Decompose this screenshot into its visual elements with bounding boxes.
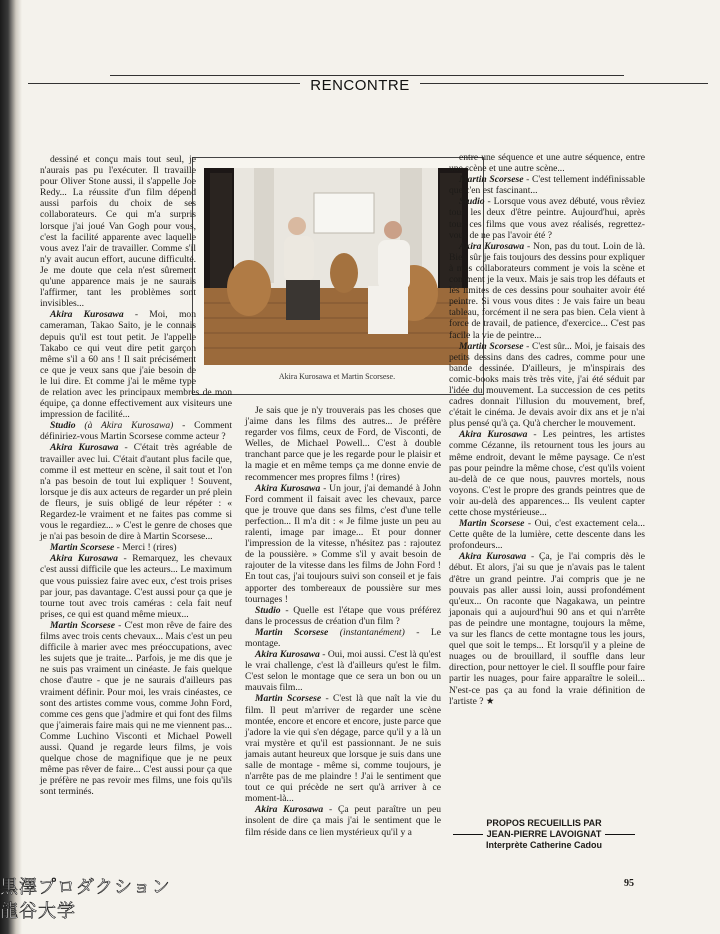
credits-line-2: JEAN-PIERRE LAVOIGNAT [486,829,602,839]
paragraph [449,341,645,430]
speaker-name: Studio [459,196,485,208]
credits-dash-right [605,834,635,835]
paragraph [245,649,441,693]
paragraph [449,518,645,551]
speaker-note: (à Akira Kurosawa) [75,420,174,432]
speaker-name: Martin Scorsese [255,626,329,638]
speaker-name: Martin Scorsese [50,619,115,631]
paragraph [245,804,441,837]
paragraph [245,627,441,649]
paragraph-text: - Les peintres, les artistes comme Cézanne, ils retournent tous les jours au même endroit, devant le même paysage. Ce n'est pas pour peindre la même chose, c'est qu'ils voient au-delà de ce que nous, pauvres mortels, nous voyons. C'est le propre des grands peintres que de voir au-delà des apparences... Ils veulent capter cette chose mystérieuse... [449,429,646,518]
speaker-name: Studio [50,420,76,432]
paragraph [449,174,645,196]
speaker-name: Akira Kurosawa [50,442,119,454]
paragraph [40,420,232,442]
paragraph-text: - C'est là que naît la vie du film. Il peut m'arriver de regarder une scène montée, encore et encore et encore, juste parce que j'adore la vie qui s'en dégage, parce qu'il y a là un vrai mystère et qu'il est passionnant. Je ne suis jamais autant heureux que lorsque je suis dans une salle de montage - même si, comme toujours, je n'arrête pas de me plaindre ! J'ai le sentiment que tout ce qui précède ne sert qu'à arriver à ce moment-là... [245,693,442,805]
photo-caption: Akira Kurosawa et Martin Scorsese. [278,372,396,381]
speaker-name: Martin Scorsese [459,518,525,530]
paragraph-text: - Un jour, j'ai demandé à John Ford comment il faisait avec les chevaux, parce que je trouve que dans ses films, c'est d'une telle perfection... Il m'a dit : « Je filme juste un peu au ralenti, image par image... Et pour donner l'impression de la vitesse, n'hésitez pas : rajoutez de la poussière. » Comme s'il y avait besoin de rajouter de la vitesse dans les films de John Ford ! En tout cas, j'ai toujours suivi son conseil et je fais apporter des tombereaux de poussière sur mes tournages ! [245,482,441,605]
section-title [0,77,720,94]
paragraph-text: - C'est sûr... Moi, je faisais des petits dessins dans des cadres, comme pour une bande dessinée. D'ailleurs, je m'inspirais des comic-books mais très très vite, j'ai été séduit par l'idée du mouvement. La succession de ces petits cadres donnait l'illusion du mouvement, bref, c'était le cinéma. Je devais avoir dix ans et je n'ai plus pensé qu'à ça. Qu'à chercher le mouvement. [449,340,645,430]
speaker-name: Martin Scorsese [459,340,524,352]
paragraph [245,483,441,605]
credits-line-3-wrap [449,840,639,851]
paragraph [40,542,232,553]
paragraph-text: - Non, pas du tout. Loin de là. Bien sûr je fais toujours des dessins pour expliquer à mes collaborateurs comment je vois la scène et comment je la veux. Mais je sais trop les défauts et les limites de ces dessins pour souhaiter avoir été peintre. Si vous vous dites : Je vais faire un beau tableau, forcément il ne sera pas bien. Cela vient à force de travail, de patience, d'exercice... C'est pas facile la vie de peintre... [449,240,645,341]
speaker-note: (instantanément) [328,626,405,638]
speaker-name: Akira Kurosawa [255,482,321,494]
watermark [0,876,240,924]
paragraph [245,405,441,483]
credits-line-2-wrap [449,829,639,840]
paragraph-text: - Ça, je l'ai compris dès le début. Et alors, j'ai su que je n'avais pas le talent d'être un grand peintre. J'ai compris que je ne pouvais pas aller aussi loin, aussi profondément qu'eux... On raconte que Nagakawa, un peintre japonais qui a aujourd'hui 90 ans et qui n'arrête pas de peindre une montagne, toujours la même, va sur les flancs de cette montagne tous les jours, quel que soit le temps... Et lorsqu'il y a pleine de nuages ou de brouillard, il souffle dans leur direction, pour nettoyer le ciel. Il souffle pour faire partir les nuages, pour faire apparaître le soleil... N'est-ce pas ça au fond la vraie définition de l'artiste ? ★ [449,551,646,707]
paragraph [245,693,441,804]
paragraph-text: entre une séquence et une autre séquence, entre une scène et une autre scène... [449,152,645,175]
paragraph-text: - C'est mon rêve de faire des films avec trois cents chevaux... Mais c'est un peu difficile à marier avec mes préoccupations, avec les sujets que je traite... Parfois, je me dis que je ne suis pas vraiment un cinéaste. Je fais quelque chose d'autre - que je ne saurais d'ailleurs pas vraiment définir. Pour moi, les vrais cinéastes, ce sont des artistes comme vous, comme John Ford, comme ces gens que j'admire et qui font des films que j'aimerais faire mais qui ne me viennent pas... Comme Luchino Visconti et Michael Powell aussi. Quand je regarde leurs films, je vois quelque chose de magnifique que je ne peux même pas rêver de faire... C'est aussi pour ça que je préfère ne pas revoir mes films, une fois qu'ils sont terminés. [40,619,233,798]
credits-line-1-wrap [449,818,639,829]
credits-line-3: Interprète Catherine Cadou [485,840,603,850]
credits-line-1: PROPOS RECUEILLIS PAR [486,818,602,828]
paragraph-text: - Oui, moi aussi. C'est là qu'est le vrai challenge, c'est là d'ailleurs qu'est le film. C'est selon le montage que ce sera un bon ou un mauvais film... [245,649,441,694]
paragraph-text: - Lorsque vous avez débuté, vous rêviez tous les deux d'être peintre. Aujourd'hui, après tous ces films que vous avez réalisés, regrettez-vous de ne pas l'avoir été ? [449,196,645,241]
paragraph-text: - Remarquez, les chevaux c'est aussi difficile que les acteurs... Le maximum que vous puissiez faire avec eux, c'est trois prises par jour, pas davantage. C'est aussi pour ça que je tourne tout avec trois caméras : cela fait neuf prises, ce qui est quand même mieux... [40,553,233,620]
paragraph [449,551,645,706]
paragraph-text: - Merci ! (rires) [114,542,177,554]
photo-kurosawa-scorsese [204,168,468,365]
paragraph-text: - Comment définiriez-vous Martin Scorsese comme acteur ? [40,420,232,443]
paragraph [449,196,645,240]
credits [449,818,639,851]
speaker-name: Studio [255,604,281,616]
speaker-name: Akira Kurosawa [50,553,118,565]
page-spine-shadow [0,0,22,934]
paragraph-text: - C'était très agréable de travailler avec lui. C'était d'autant plus facile que, comme il est metteur en scène, il sait tout et l'on n'a pas besoin de tout lui expliquer ! Souvent, lorsque je dis aux acteurs de regarder un pré plein de fleurs, je suis obligé de leur répéter : « Regardez-le vraiment et ne faites pas comme si vous le regardiez... » C'est le genre de choses que je n'ai pas besoin de dire à Martin Scorsese... [40,442,232,543]
photo-wrap-spacer [196,154,232,386]
speaker-name: Akira Kurosawa [459,240,525,252]
paragraph-text: - Moi, mon cameraman, Takao Saito, je le connais depuis qu'il est tout petit. Je l'appelle Takabo ce qui veut dire petit garçon même s'il a 60 ans ! Il sait précisément ce que je veux sans que j'aie besoin de le lui dire. Et comme j'ai le même type de relation avec les principaux membres de mon équipe, ça donne effectivement aux visiteurs une impression de facilité... [40,309,232,421]
article-column-2 [245,405,441,838]
article-column-1 [40,154,232,797]
article-column-3 [449,152,645,707]
speaker-name: Akira Kurosawa [50,309,124,321]
credits-dash-left [453,834,483,835]
paragraph-text: Je sais que je n'y trouverais pas les choses que j'aime dans les films des autres... Je préfère regarder vos films, ceux de Ford, de Visconti, de Welles, de Michael Powell... C'est à double tranchant parce que je les regarde pour le plaisir et la magie et en même temps ça me donne envie de recommencer mes propres films ! (rires) [245,405,441,483]
speaker-name: Martin Scorsese [459,174,524,186]
paragraph [449,241,645,341]
speaker-name: Akira Kurosawa [459,429,528,441]
paragraph [245,605,441,627]
paragraph-text: - Quelle est l'étape que vous préférez dans le processus de création d'un film ? [245,604,441,627]
speaker-name: Akira Kurosawa [255,649,320,661]
page-number: 95 [624,878,634,889]
speaker-name: Akira Kurosawa [255,804,324,816]
header-rule-top [110,75,624,76]
paragraph [449,152,645,174]
paragraph [449,429,645,518]
paragraph-text: - Le montage. [245,626,441,649]
paragraph [40,620,232,798]
speaker-name: Akira Kurosawa [459,551,527,563]
paragraph [40,442,232,542]
photo-illustration [204,168,468,365]
paragraph-text: dessiné et conçu mais tout seul, je n'aurais pas pu l'exécuter. Il travaille pour Oliver Stone aussi, il s'appelle Joe Redy... La réussite d'un film dépend aussi parfois du choix de ses collaborateurs. Ce qui m'a surpris lorsque j'ai joué Van Gogh pour vous, c'est la facilité apparente avec laquelle vous avez l'air de travailler. Comme s'il n'y avait aucun effort, aucune difficulté. Je me doute que cela n'est sûrement qu'une apparence mais je ne saurais l'affirmer, tant les problèmes sont invisibles... [40,154,196,310]
speaker-name: Martin Scorsese [255,693,322,705]
watermark-line-2: 龍谷大学 [0,901,76,922]
paragraph-text: - Oui, c'est exactement cela... Cette quête de la lumière, cette descente dans les profondeurs... [449,518,645,552]
paragraph [40,553,232,620]
paragraph-text: - Ça peut paraître un peu insolent de dire ça mais j'ai le sentiment que le film réside dans ce lien mystérieux qu'il y a [245,804,441,838]
speaker-name: Martin Scorsese [50,542,115,554]
watermark-line-1: 黒澤プロダクション [0,877,171,898]
paragraph-text: - C'est tellement indéfinissable que c'en est fascinant... [449,174,646,197]
section-title-label: RENCONTRE [300,77,420,94]
